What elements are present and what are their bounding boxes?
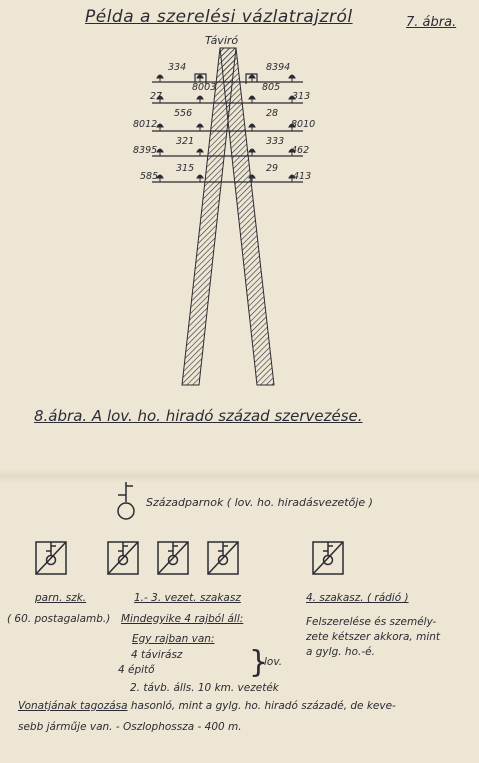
figure-7-label: 7. ábra. [406,15,457,30]
radio-note-2: zete kétszer akkora, mint [306,631,441,643]
platoons-each: Mindegyike 4 rajból áll: [121,613,244,625]
platoon-2-symbol [158,542,188,574]
insulator-icon [249,75,255,82]
platoon-1-symbol [108,542,138,574]
platoons-label: 1.- 3. vezet. szakasz [134,592,241,604]
insulator-icon [249,124,255,131]
left-wire-number: 315 [176,163,195,174]
insulator-icon [157,124,163,131]
insulator-icon [197,96,203,103]
right-wire-number: 8394 [266,62,291,73]
right-wire-number: 8010 [291,119,316,130]
platoon-3-symbol [208,542,238,574]
squad-item-builders: 4 épitő [118,664,155,676]
right-wire-number: 413 [293,171,312,182]
squad-has: Egy rajban van: [132,633,215,645]
brace: } [249,645,269,680]
right-wire-number: 313 [292,91,311,102]
right-wire-number: 29 [266,163,279,174]
right-wire-number: 805 [262,82,281,93]
right-wire-number: 462 [291,145,310,156]
insulator-icon [249,96,255,103]
left-wire-number: 27 [150,91,163,102]
left-wire-number: 321 [176,136,195,147]
insulator-icon [249,149,255,156]
parn-note: ( 60. postagalamb.) [7,613,111,625]
commander-symbol [118,482,134,519]
radio-note-3: a gylg. ho.-é. [306,646,375,658]
squad-item-telegraphists: 4 távirász [131,649,183,661]
parn-label: parn. szk. [35,592,87,604]
insulator-icon [197,124,203,131]
train-note-line-2: sebb járműje van. - Oszlophossza - 400 m. [18,721,242,733]
pole-label: Táviró [205,34,239,47]
figure-7-title: Példa a szerelési vázlatrajzról [85,7,353,27]
insulator-icon [197,149,203,156]
left-wire-number: 8395 [133,145,158,156]
right-wire-number: 333 [266,136,285,147]
left-wire-number: 334 [168,62,187,73]
right-pole-leg [220,48,274,385]
radio-note-1: Felszerelése és személy- [306,616,437,628]
insulator-icon [197,175,203,182]
insulator-icon [289,75,295,82]
insulator-icon [157,75,163,82]
left-wire-number: 556 [174,108,193,119]
figure-8-title: 8.ábra. A lov. ho. hiradó század szervezése. [34,407,363,425]
parn-unit-symbol [36,542,66,574]
radio-unit-symbol [313,542,343,574]
lov-label: lov. [264,656,283,668]
left-wire-number: 8003 [192,82,217,93]
train-note-line-1: Vonatjának tagozása hasonló, mint a gylg. ho. hiradó századé, de keve- [18,700,396,712]
left-wire-number: 585 [140,171,159,182]
insulator-icon [157,149,163,156]
organization-symbols [0,480,479,580]
radio-label: 4. szakasz. ( rádió ) [306,592,409,604]
commander-label: Századparnok ( lov. ho. hiradásvezetője ) [146,496,373,509]
squad-item-stations: 2. távb. álls. 10 km. vezeték [130,682,279,694]
insulator-icon [197,75,203,82]
left-wire-number: 8012 [133,119,158,130]
right-wire-number: 28 [266,108,279,119]
